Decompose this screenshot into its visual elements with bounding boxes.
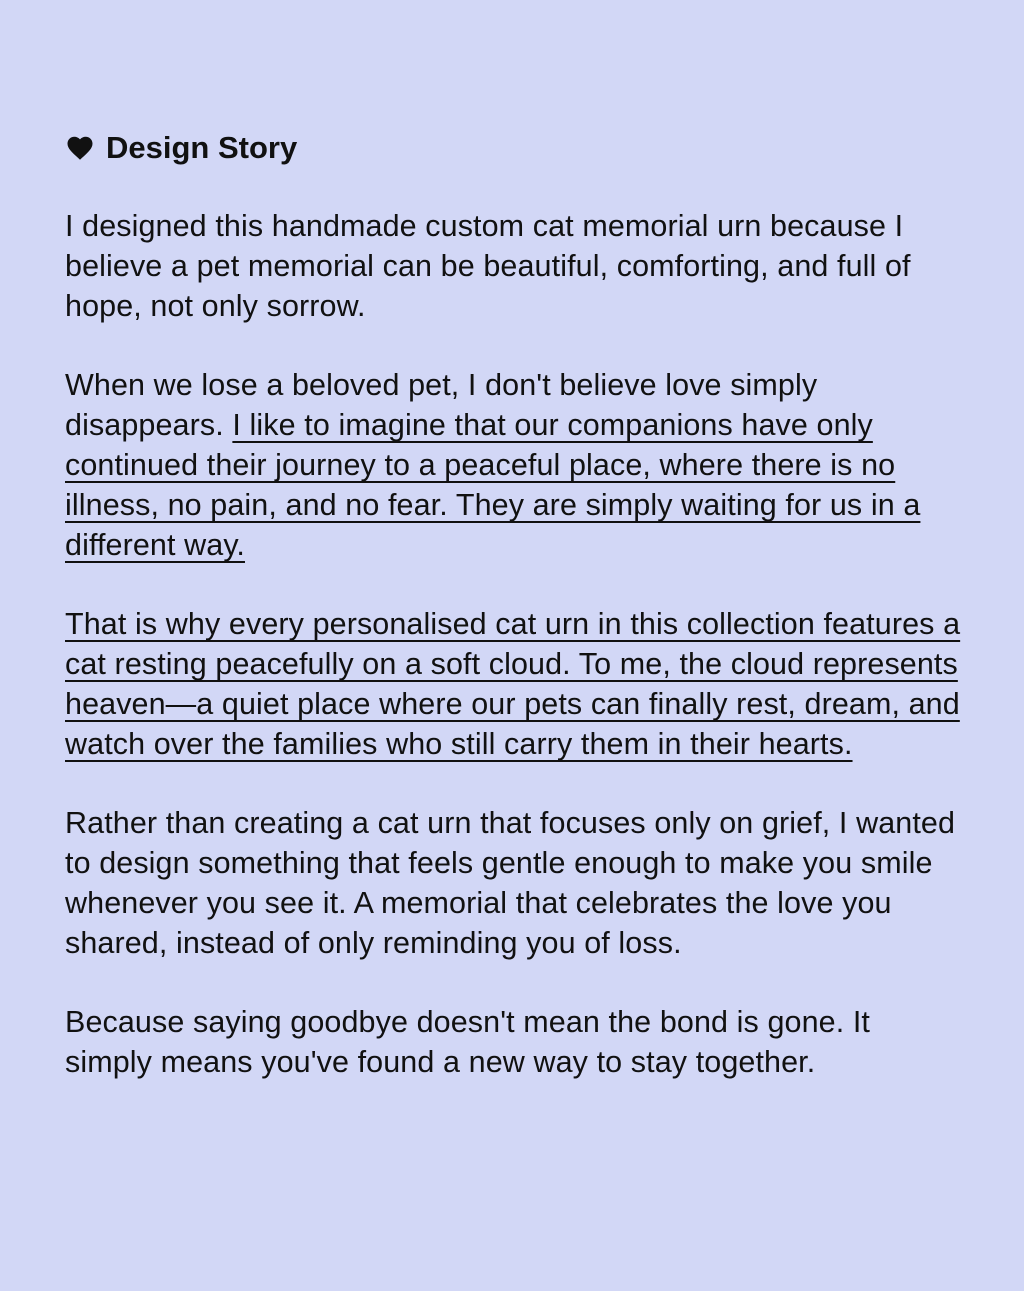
story-paragraph-2-underlined: I like to imagine that our companions have only continued their journey to a peaceful place, where there is no illness, no pain, and no fear. They are simply waiting for us in a different way.	[65, 408, 921, 562]
story-paragraph-2-intro: When we lose a beloved pet, I don't believe love simply disappears.	[65, 368, 818, 442]
section-heading	[65, 127, 965, 169]
section-title: Design Story	[106, 130, 298, 165]
story-paragraph-5: Because saying goodbye doesn't mean the bond is gone. It simply means you've found a new way to stay together.	[65, 1005, 870, 1079]
heart-icon	[65, 133, 95, 163]
story-paragraph-4: Rather than creating a cat urn that focuses only on grief, I wanted to design something that feels gentle enough to make you smile whenever you see it. A memorial that celebrates the love you shared, instead of only reminding you of loss.	[65, 806, 956, 960]
story-paragraph-1: I designed this handmade custom cat memorial urn because I believe a pet memorial can be beautiful, comforting, and full of hope, not only sorrow.	[65, 209, 911, 323]
story-paragraph-3	[65, 604, 965, 764]
story-paragraph-3-underlined: That is why every personalised cat urn in this collection features a cat resting peacefully on a soft cloud. To me, the cloud represents heaven—a quiet place where our pets can finally rest, dream, and watch over the families who still carry them in their hearts.	[65, 607, 961, 761]
story-paragraph-2	[65, 365, 965, 565]
design-story-section	[65, 127, 965, 1082]
